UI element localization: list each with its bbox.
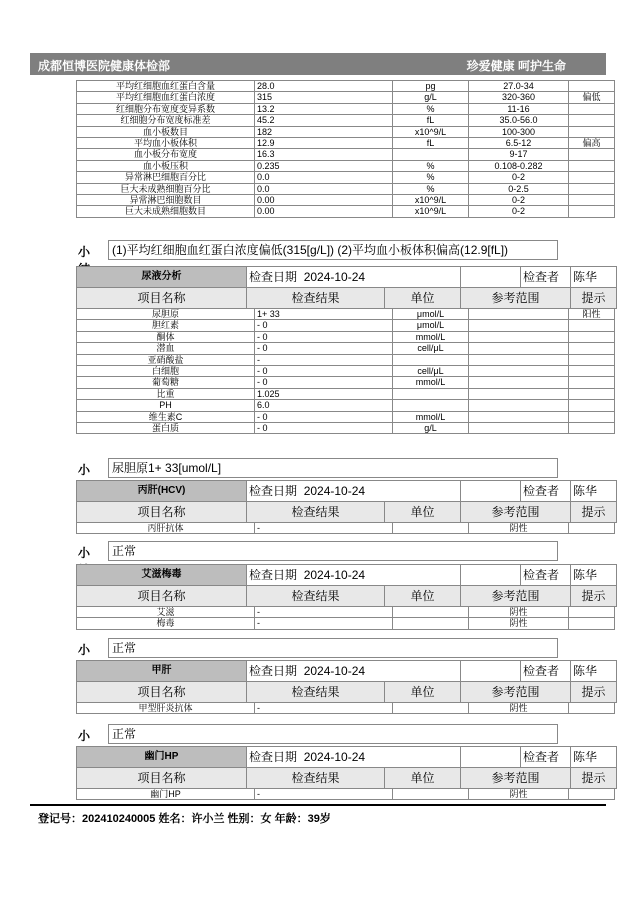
result-value: 0.00 [255,195,393,206]
reference-range [469,309,569,320]
table-row [77,149,615,160]
item-name: 红细胞分布宽度变异系数 [77,103,255,114]
flag [569,388,615,399]
reference-range: 阴性 [469,703,569,714]
flag: 阳性 [569,309,615,320]
unit: x10^9/L [393,126,469,137]
unit: mmol/L [393,377,469,388]
unit: mmol/L [393,411,469,422]
result-value: - 0 [255,331,393,342]
hcv-results-table [76,522,615,534]
reference-range [469,366,569,377]
unit: cell/μL [393,366,469,377]
table-row [77,206,615,217]
reference-range: 11-16 [469,103,569,114]
result-value: - [255,789,393,800]
item-name: 潜血 [77,343,255,354]
unit: mmol/L [393,331,469,342]
result-value: - [255,523,393,534]
flag [569,103,615,114]
flag [569,789,615,800]
flag [569,81,615,92]
reference-range: 0.108-0.282 [469,160,569,171]
unit: cell/μL [393,343,469,354]
reference-range: 6.5-12 [469,138,569,149]
hav-results-table [76,702,615,714]
table-row [77,789,615,800]
result-value: - 0 [255,423,393,434]
flag [569,160,615,171]
item-name: 丙肝抗体 [77,523,255,534]
item-name: 巨大未成熟细胞数目 [77,206,255,217]
flag [569,354,615,365]
item-name: 梅毒 [77,618,255,629]
table-row [77,411,615,422]
item-name: 平均红细胞血红蛋白含量 [77,81,255,92]
unit: fL [393,115,469,126]
reference-range: 100-300 [469,126,569,137]
unit [393,523,469,534]
table-row [77,354,615,365]
table-row [77,607,615,618]
flag [569,115,615,126]
reference-range: 0-2 [469,206,569,217]
result-value: - [255,703,393,714]
reference-range [469,388,569,399]
reference-range [469,423,569,434]
result-value: - 0 [255,366,393,377]
table-row [77,103,615,114]
table-row [77,92,615,103]
result-value: 13.2 [255,103,393,114]
item-name: 异常淋巴细胞百分比 [77,172,255,183]
item-name: 巨大未成熟细胞百分比 [77,183,255,194]
unit: pg [393,81,469,92]
footer-divider [30,804,606,806]
item-name: 尿胆原 [77,309,255,320]
hp-results-table [76,788,615,800]
item-name: 比重 [77,388,255,399]
table-row [77,138,615,149]
flag: 偏低 [569,92,615,103]
flag [569,149,615,160]
item-name: 血小板数目 [77,126,255,137]
reference-range [469,354,569,365]
flag [569,206,615,217]
table-row [77,320,615,331]
reference-range: 9-17 [469,149,569,160]
result-value: 315 [255,92,393,103]
table-row [77,400,615,411]
flag: 偏高 [569,138,615,149]
unit [393,607,469,618]
result-value: - [255,618,393,629]
reference-range: 0-2 [469,195,569,206]
item-name: PH [77,400,255,411]
flag [569,366,615,377]
table-row [77,126,615,137]
item-name: 异常淋巴细胞数目 [77,195,255,206]
reference-range: 0-2.5 [469,183,569,194]
slogan: 珍爱健康 呵护生命 [466,59,566,73]
flag [569,331,615,342]
unit: % [393,103,469,114]
reference-range: 27.0-34 [469,81,569,92]
urine-section-header: 尿液分析 检查日期 2024-10-24 检查者 陈华 项目名称 检查结果 单位 参考范围 提示 [76,266,617,309]
unit: μmol/L [393,309,469,320]
item-name: 血小板压积 [77,160,255,171]
result-value: 0.00 [255,206,393,217]
item-name: 白细胞 [77,366,255,377]
result-value: - 0 [255,320,393,331]
table-row [77,183,615,194]
item-name: 红细胞分布宽度标准差 [77,115,255,126]
result-value: 16.3 [255,149,393,160]
result-value: 1+ 33 [255,309,393,320]
reference-range: 阴性 [469,607,569,618]
result-value: - [255,354,393,365]
hospital-name: 成都恒博医院健康体检部 [38,59,171,73]
item-name: 葡萄糖 [77,377,255,388]
result-value: 28.0 [255,81,393,92]
flag [569,607,615,618]
reference-range [469,411,569,422]
item-name: 酮体 [77,331,255,342]
result-value: 1.025 [255,388,393,399]
unit [393,354,469,365]
table-row [77,377,615,388]
table-row [77,115,615,126]
unit: x10^9/L [393,195,469,206]
result-value: 0.0 [255,183,393,194]
unit [393,789,469,800]
table-row [77,81,615,92]
table-row [77,423,615,434]
flag [569,172,615,183]
reference-range [469,331,569,342]
result-value: 0.0 [255,172,393,183]
item-name: 亚硝酸盐 [77,354,255,365]
result-value: 45.2 [255,115,393,126]
reference-range: 阴性 [469,789,569,800]
check-date: 2024-10-24 [303,270,366,284]
unit [393,400,469,411]
table-row [77,618,615,629]
flag [569,195,615,206]
section-title: 尿液分析 [77,267,247,288]
unit: g/L [393,92,469,103]
reference-range: 阴性 [469,523,569,534]
table-row [77,195,615,206]
flag [569,411,615,422]
result-value: - [255,607,393,618]
result-value: - 0 [255,411,393,422]
unit: % [393,160,469,171]
unit: % [393,183,469,194]
flag [569,703,615,714]
result-value: 6.0 [255,400,393,411]
table-row [77,160,615,171]
hiv-results-table [76,606,615,630]
reference-range: 0-2 [469,172,569,183]
hiv-section-header: 艾滋梅毒 检查日期 2024-10-24 检查者 陈华 项目名称 检查结果 单位 参考范围 提示 [76,564,617,607]
item-name: 维生素C [77,411,255,422]
unit: μmol/L [393,320,469,331]
unit [393,703,469,714]
flag [569,618,615,629]
unit: g/L [393,423,469,434]
item-name: 幽门HP [77,789,255,800]
reference-range: 320-360 [469,92,569,103]
patient-info: 登记号：202410240005 姓名：许小兰 性别：女 年龄：39岁 [38,813,331,825]
table-row [77,523,615,534]
checker-name: 陈华 [571,267,617,288]
table-row [77,388,615,399]
reference-range: 35.0-56.0 [469,115,569,126]
result-value: 12.9 [255,138,393,149]
reference-range [469,400,569,411]
flag [569,343,615,354]
flag [569,523,615,534]
item-name: 甲型肝炎抗体 [77,703,255,714]
item-name: 血小板分布宽度 [77,149,255,160]
item-name: 蛋白质 [77,423,255,434]
flag [569,423,615,434]
report-header [30,53,606,75]
unit [393,618,469,629]
table-row [77,331,615,342]
unit [393,149,469,160]
table-row [77,309,615,320]
table-row [77,343,615,354]
unit [393,388,469,399]
unit: % [393,172,469,183]
summary-text: (1)平均红细胞血红蛋白浓度偏低(315[g/L]) (2)平均血小板体积偏高(12.9[fL]) [108,240,558,260]
item-name: 平均血小板体积 [77,138,255,149]
hcv-section-header: 丙肝(HCV) 检查日期 2024-10-24 检查者 陈华 项目名称 检查结果 单位 参考范围 提示 [76,480,617,523]
reference-range [469,377,569,388]
item-name: 胆红素 [77,320,255,331]
blood-results-table [76,80,615,218]
flag [569,400,615,411]
table-row [77,172,615,183]
flag [569,126,615,137]
reference-range [469,343,569,354]
flag [569,377,615,388]
flag [569,183,615,194]
result-value: - 0 [255,343,393,354]
urine-results-table [76,308,615,434]
flag [569,320,615,331]
reference-range: 阴性 [469,618,569,629]
result-value: 182 [255,126,393,137]
unit: x10^9/L [393,206,469,217]
hav-section-header: 甲肝 检查日期 2024-10-24 检查者 陈华 项目名称 检查结果 单位 参考范围 提示 [76,660,617,703]
result-value: - 0 [255,377,393,388]
reference-range [469,320,569,331]
table-row [77,366,615,377]
hp-section-header: 幽门HP 检查日期 2024-10-24 检查者 陈华 项目名称 检查结果 单位 参考范围 提示 [76,746,617,789]
unit: fL [393,138,469,149]
item-name: 平均红细胞血红蛋白浓度 [77,92,255,103]
table-row [77,703,615,714]
item-name: 艾滋 [77,607,255,618]
result-value: 0.235 [255,160,393,171]
